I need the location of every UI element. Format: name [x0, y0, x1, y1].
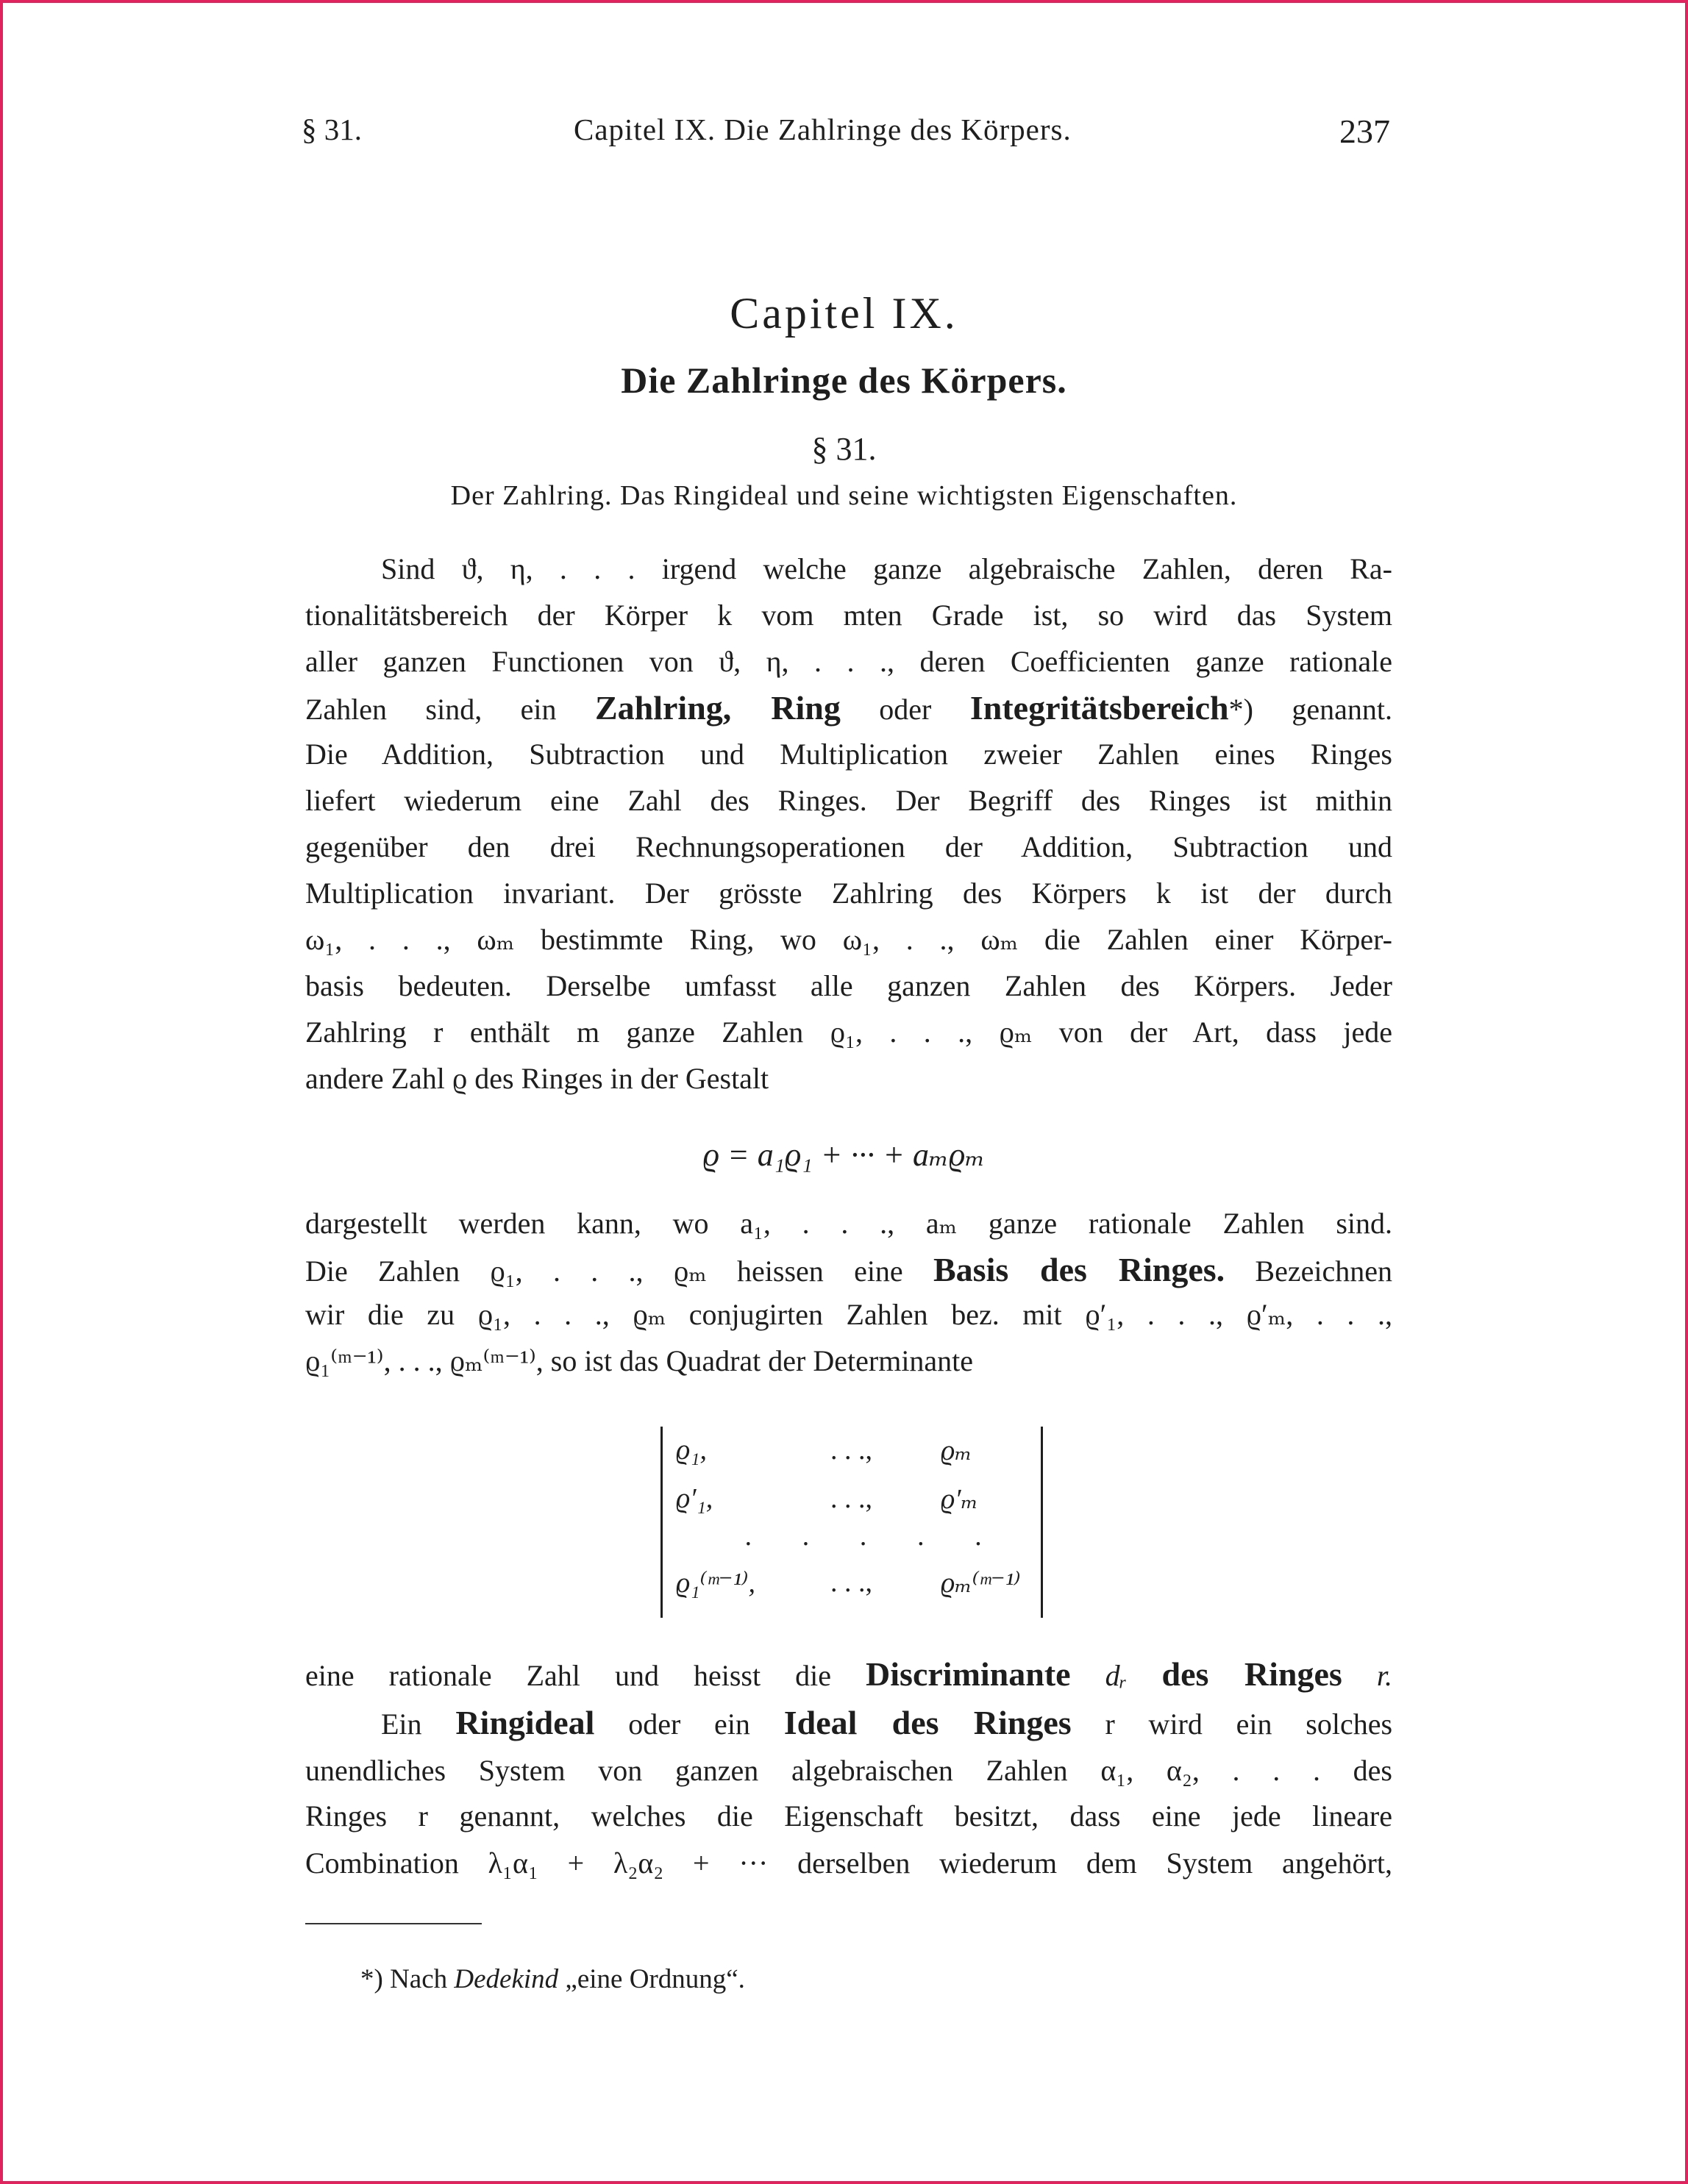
symbol-d-r: dᵣ	[1070, 1659, 1162, 1692]
chapter-title: Die Zahlringe des Körpers.	[621, 360, 1067, 401]
text-line: Zahlring r enthält m ganze Zahlen ϱ₁, . . ., ϱₘ von der Art, dass jede	[305, 1016, 1392, 1049]
term-ringideal: Ringideal	[455, 1704, 595, 1741]
text-run: oder	[840, 693, 970, 726]
term-basis-des-ringes: Basis des Ringes.	[933, 1251, 1225, 1288]
matrix-cell: . . .,	[830, 1435, 872, 1466]
term-des-ringes: des Ringes	[1161, 1655, 1342, 1693]
text-line: ϱ₁⁽ᵐ⁻¹⁾, . . ., ϱₘ⁽ᵐ⁻¹⁾, so ist das Quadrat der Determinante	[305, 1344, 974, 1377]
running-head-title: Capitel IX. Die Zahlringe des Körpers.	[574, 113, 1072, 146]
text-line: wir die zu ϱ₁, . . ., ϱₘ conjugirten Zahlen bez. mit ϱ′₁, . . ., ϱ′ₘ, . . .,	[305, 1298, 1392, 1331]
text-line: dargestellt werden kann, wo a₁, . . ., aₘ ganze rationale Zahlen sind.	[305, 1207, 1392, 1240]
text-run: oder ein	[594, 1707, 784, 1741]
matrix-ellipsis: · · · · ·	[744, 1529, 1004, 1560]
text-line: Multiplication invariant. Der grösste Zahlring des Körpers k ist der durch	[305, 877, 1392, 910]
text-line: liefert wiederum eine Zahl des Ringes. Der Begriff des Ringes ist mithin	[305, 784, 1392, 817]
page-number: 237	[1339, 113, 1390, 150]
matrix-cell: . . .,	[830, 1567, 872, 1598]
term-ideal-des-ringes: Ideal des Ringes	[783, 1704, 1072, 1741]
text-line: basis bedeuten. Derselbe umfasst alle ganzen Zahlen des Körpers. Jeder	[305, 969, 1392, 1002]
determinant-matrix	[660, 1427, 1043, 1618]
matrix-cell: ϱ₁⁽ᵐ⁻¹⁾,	[676, 1568, 755, 1599]
text-line: tionalitätsbereich der Körper k vom mten Grade ist, so wird das System	[305, 599, 1392, 632]
text-run: r wird ein solches	[1071, 1707, 1393, 1741]
chapter-number: Capitel IX.	[730, 289, 958, 338]
text-line: andere Zahl ϱ des Ringes in der Gestalt	[305, 1062, 769, 1095]
text-line: Combination λ₁α₁ + λ₂α₂ + ··· derselben wiederum dem System angehört,	[305, 1846, 1392, 1880]
text-run: Ein	[381, 1707, 456, 1741]
text-line: aller ganzen Functionen von ϑ, η, . . ., deren Coefficienten ganze rationale	[305, 645, 1392, 678]
text-line: unendliches System von ganzen algebraischen Zahlen α₁, α₂, . . . des	[305, 1754, 1392, 1787]
text-run: eine rationale Zahl und heisst die	[305, 1659, 866, 1692]
section-title: Der Zahlring. Das Ringideal und seine wichtigsten Eigenschaften.	[450, 480, 1238, 511]
text-line: Ringes r genannt, welches die Eigenschaft besitzt, dass eine jede lineare	[305, 1799, 1392, 1833]
matrix-cell: ϱₘ	[941, 1435, 972, 1466]
formula-basis-representation: ϱ = a₁ϱ₁ + ··· + aₘϱₘ	[702, 1137, 986, 1173]
matrix-cell: ϱ′₁,	[676, 1483, 713, 1514]
text-line	[305, 1655, 1392, 1699]
term-discriminante: Discriminante	[866, 1655, 1071, 1693]
text-line	[305, 688, 1392, 732]
running-head-section: § 31.	[302, 113, 362, 146]
matrix-cell: . . .,	[830, 1483, 872, 1514]
text-line	[381, 1703, 1392, 1747]
text-line: Die Addition, Subtraction und Multiplication zweier Zahlen eines Ringes	[305, 738, 1392, 771]
matrix-cell: ϱ₁,	[676, 1435, 707, 1466]
section-number: § 31.	[811, 431, 877, 467]
matrix-cell: ϱ′ₘ	[941, 1484, 978, 1515]
footnote-marker: *) genannt.	[1228, 693, 1392, 726]
matrix-cell: ϱₘ⁽ᵐ⁻¹⁾	[941, 1568, 1021, 1599]
running-head	[302, 112, 1390, 156]
matrix-row	[676, 1566, 1029, 1606]
term-zahlring: Zahlring, Ring	[594, 689, 841, 727]
symbol-r: r.	[1342, 1659, 1392, 1692]
footnote	[360, 1963, 745, 1995]
footnote-text: „eine Ordnung“.	[558, 1964, 745, 1994]
text-run: Zahlen sind, ein	[305, 693, 595, 726]
term-integritaetsbereich: Integritätsbereich	[969, 689, 1229, 727]
footnote-rule	[305, 1923, 482, 1924]
text-run: Bezeichnen	[1225, 1255, 1392, 1288]
footnote-text: *) Nach	[360, 1964, 455, 1994]
footnote-author: Dedekind	[454, 1964, 559, 1994]
text-run: Die Zahlen ϱ₁, . . ., ϱₘ heissen eine	[305, 1255, 933, 1288]
text-line: ω₁, . . ., ωₘ bestimmte Ring, wo ω₁, . ., ωₘ die Zahlen einer Körper-	[305, 923, 1392, 956]
text-line: Sind ϑ, η, . . . irgend welche ganze algebraische Zahlen, deren Ra-	[381, 552, 1392, 585]
matrix-row	[676, 1482, 1029, 1522]
text-line	[305, 1250, 1392, 1294]
matrix-row	[676, 1434, 1029, 1474]
text-line: gegenüber den drei Rechnungsoperationen der Addition, Subtraction und	[305, 830, 1392, 863]
